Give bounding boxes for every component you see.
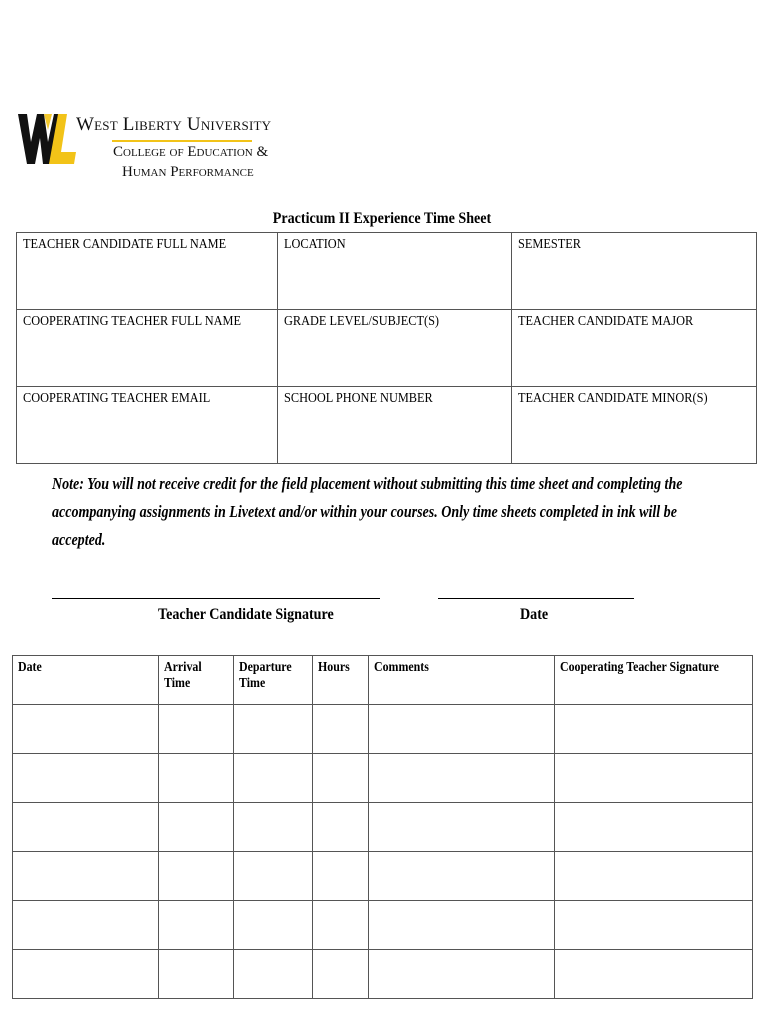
field-label: SEMESTER	[517, 237, 581, 252]
arrival-cell[interactable]	[158, 950, 233, 999]
date-cell[interactable]	[13, 901, 159, 950]
field-label: TEACHER CANDIDATE MAJOR	[517, 314, 694, 329]
signature-date-label: Date	[520, 606, 549, 623]
candidate-info-table	[16, 232, 757, 464]
date-cell[interactable]	[13, 705, 159, 754]
signature-cell[interactable]	[555, 950, 753, 999]
field-label: COOPERATING TEACHER FULL NAME	[23, 314, 242, 329]
hours-cell[interactable]	[313, 852, 369, 901]
cooperating-teacher-email-field[interactable]	[17, 387, 278, 464]
signature-cell[interactable]	[555, 803, 753, 852]
semester-field[interactable]	[511, 233, 756, 310]
table-row	[13, 705, 753, 754]
cooperating-teacher-name-field[interactable]	[17, 310, 278, 387]
arrival-cell[interactable]	[158, 803, 233, 852]
table-row	[13, 803, 753, 852]
grade-level-subject-field[interactable]	[277, 310, 511, 387]
comments-cell[interactable]	[369, 754, 555, 803]
date-cell[interactable]	[13, 803, 159, 852]
teacher-candidate-name-field[interactable]	[17, 233, 278, 310]
field-label: TEACHER CANDIDATE FULL NAME	[23, 237, 227, 252]
column-header-comments: Comments	[369, 656, 555, 705]
table-row	[13, 852, 753, 901]
logo-college-line1: College of Education &	[113, 144, 269, 160]
page-title: Practicum II Experience Time Sheet	[272, 210, 492, 227]
logo-divider	[112, 140, 252, 142]
school-phone-field[interactable]	[277, 387, 511, 464]
departure-cell[interactable]	[233, 852, 313, 901]
field-label: GRADE LEVEL/SUBJECT(S)	[283, 314, 439, 329]
field-label: LOCATION	[283, 237, 346, 252]
signature-cell[interactable]	[555, 754, 753, 803]
hours-cell[interactable]	[313, 754, 369, 803]
column-header-departure-time: Departure Time	[233, 656, 313, 705]
field-label: COOPERATING TEACHER EMAIL	[23, 391, 211, 406]
signature-cell[interactable]	[555, 901, 753, 950]
date-cell[interactable]	[13, 852, 159, 901]
time-log-body	[13, 705, 753, 999]
table-row	[17, 310, 757, 387]
note-line: accompanying assignments in Livetext and/or within your courses. Only time sheets completed in ink will be	[52, 502, 677, 521]
comments-cell[interactable]	[369, 901, 555, 950]
logo-university-name: West Liberty University	[76, 114, 272, 135]
signature-cell[interactable]	[555, 852, 753, 901]
table-row	[17, 233, 757, 310]
departure-cell[interactable]	[233, 950, 313, 999]
hours-cell[interactable]	[313, 950, 369, 999]
departure-cell[interactable]	[233, 754, 313, 803]
location-field[interactable]	[277, 233, 511, 310]
candidate-signature-label: Teacher Candidate Signature	[158, 606, 334, 623]
departure-cell[interactable]	[233, 705, 313, 754]
arrival-cell[interactable]	[158, 754, 233, 803]
signature-cell[interactable]	[555, 705, 753, 754]
candidate-signature-line[interactable]	[52, 584, 380, 599]
date-cell[interactable]	[13, 754, 159, 803]
column-header-arrival-time: Arrival Time	[158, 656, 233, 705]
field-label: TEACHER CANDIDATE MINOR(S)	[517, 391, 708, 406]
time-log-table	[12, 655, 753, 999]
signature-date-line[interactable]	[438, 584, 634, 599]
field-label: SCHOOL PHONE NUMBER	[283, 391, 433, 406]
hours-cell[interactable]	[313, 901, 369, 950]
logo-college-line2: Human Performance	[122, 164, 254, 180]
hours-cell[interactable]	[313, 705, 369, 754]
departure-cell[interactable]	[233, 901, 313, 950]
table-row	[13, 754, 753, 803]
column-header-date: Date	[13, 656, 159, 705]
comments-cell[interactable]	[369, 705, 555, 754]
note-line: Note: You will not receive credit for the field placement without submitting this time sheet and completing the	[52, 474, 683, 493]
hours-cell[interactable]	[313, 803, 369, 852]
note-line: accepted.	[52, 530, 106, 549]
column-header-hours: Hours	[313, 656, 369, 705]
table-row	[13, 950, 753, 999]
table-row	[17, 387, 757, 464]
comments-cell[interactable]	[369, 852, 555, 901]
column-header-coop-signature: Cooperating Teacher Signature	[555, 656, 753, 705]
university-logo	[18, 108, 288, 188]
credit-note	[52, 470, 732, 554]
comments-cell[interactable]	[369, 950, 555, 999]
comments-cell[interactable]	[369, 803, 555, 852]
table-row	[13, 901, 753, 950]
departure-cell[interactable]	[233, 803, 313, 852]
candidate-major-field[interactable]	[511, 310, 756, 387]
table-header-row	[13, 656, 753, 705]
wl-monogram-icon	[18, 108, 78, 170]
arrival-cell[interactable]	[158, 705, 233, 754]
arrival-cell[interactable]	[158, 901, 233, 950]
date-cell[interactable]	[13, 950, 159, 999]
candidate-minor-field[interactable]	[511, 387, 756, 464]
arrival-cell[interactable]	[158, 852, 233, 901]
